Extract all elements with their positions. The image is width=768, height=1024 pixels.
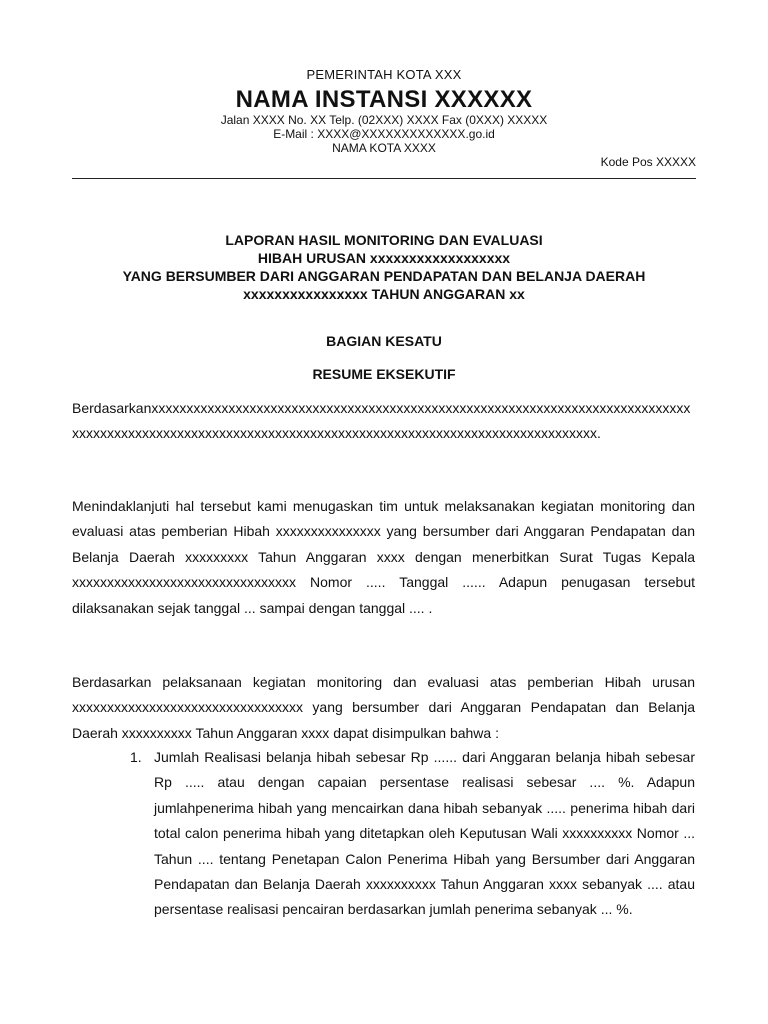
email-line: E-Mail : XXXX@XXXXXXXXXXXXX.go.id [273,127,495,141]
government-name: PEMERINTAH KOTA XXX [306,67,462,82]
section-heading: RESUME EKSEKUTIF [312,366,456,382]
institution-name: NAMA INSTANSI XXXXXX [235,86,533,113]
title-line-2: HIBAH URUSAN xxxxxxxxxxxxxxxxxx [257,250,511,266]
part-heading: BAGIAN KESATU [326,333,442,349]
title-line-3: YANG BERSUMBER DARI ANGGARAN PENDAPATAN DAN BELANJA DAERAH [122,268,646,284]
address-line: Jalan XXXX No. XX Telp. (02XXX) XXXX Fax (0XXX) XXXXX [220,113,548,127]
paragraph-3: Berdasarkan pelaksanaan kegiatan monitoring dan evaluasi atas pemberian Hibah urusan xxxxxxxxxxxxxxxxxxxxxxxxxxxxxxxxx yang bersumber dari Anggaran Pendapatan dan Belanja Daerah xxxxxxxxxx Tahun Anggaran xxxx dapat disimpulkan bahwa : [72,674,695,741]
title-line-4: xxxxxxxxxxxxxxxx TAHUN ANGGARAN xx [243,286,525,302]
conclusion-list [130,745,695,923]
paragraph-2: Menindaklanjuti hal tersebut kami menugaskan tim untuk melaksanakan kegiatan monitoring dan evaluasi atas pemberian Hibah xxxxxxxxxxxxxxx yang bersumber dari Anggaran Pendapatan dan Belanja Daerah xxxxxxxxx Tahun Anggaran xxxx dengan menerbitkan Surat Tugas Kepala xxxxxxxxxxxxxxxxxxxxxxxxxxxxxxxx Nomor ..... Tanggal ...... Adapun penugasan tersebut dilaksanakan sejak tanggal ... sampai dengan tanggal .... . [72,498,695,616]
city-line: NAMA KOTA XXXX [332,141,436,155]
list-item-text: Jumlah Realisasi belanja hibah sebesar Rp ...... dari Anggaran belanja hibah sebesar Rp ..... atau dengan capaian persentase realisasi sebesar .... %. Adapun jumlahpenerima hibah yang mencairkan dana hibah sebanyak ..... penerima hibah dari total calon penerima hibah yang ditetapkan oleh Keputusan Wali xxxxxxxxxx Nomor ... Tahun .... tentang Penetapan Calon Penerima Hibah yang Bersumber dari Anggaran Pendapatan dan Belanja Daerah xxxxxxxxxx Tahun Anggaran xxxx sebanyak .... atau persentase realisasi pencairan berdasarkan jumlah penerima sebanyak ... %. [154,749,695,918]
list-item [130,745,695,923]
letterhead-divider [72,178,696,179]
paragraph-1: Berdasarkanxxxxxxxxxxxxxxxxxxxxxxxxxxxxxxxxxxxxxxxxxxxxxxxxxxxxxxxxxxxxxxxxxxxxxxxxxxxxxxxxxxxxxxxxxxxxxxxxxxxxxxxxxxxxxxxxxxxxxxxxxxxxxxxxxxxxxxxxxxxxxxxxxxxxxxxx. [72,400,691,442]
list-item-number: 1. [130,749,142,765]
report-title [72,231,696,303]
title-line-1: LAPORAN HASIL MONITORING DAN EVALUASI [225,232,543,248]
postal-code: Kode Pos XXXXX [600,155,696,169]
